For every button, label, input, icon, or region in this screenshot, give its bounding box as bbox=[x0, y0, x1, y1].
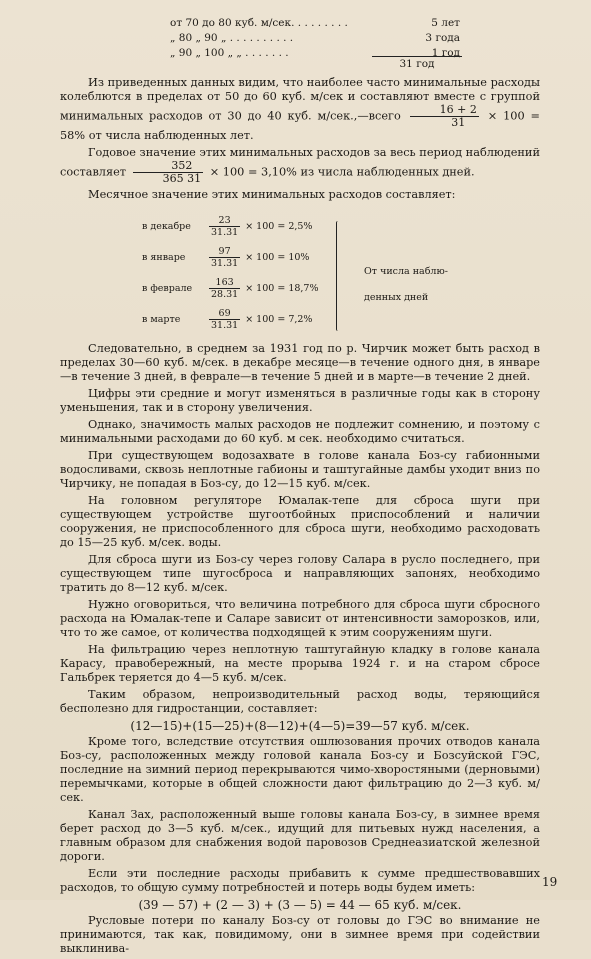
paragraph bbox=[60, 76, 540, 143]
fraction-denominator: 31 bbox=[451, 116, 466, 129]
brace-divider bbox=[336, 221, 347, 331]
paragraph-text: Из приведенных данных видим, что наиболее часто минимальные расходы колеблются в пределах от 50 до 60 куб. м/сек и составляют вместе с группой минимальных расходов от 30 до 40 куб. м/сек.,—всего bbox=[60, 76, 540, 123]
paragraph bbox=[60, 146, 540, 185]
brace-note-line: От числа наблю- bbox=[364, 266, 448, 277]
paragraph-text: Годовое значение этих минимальных расходов за весь период наблюдений составляет bbox=[60, 146, 540, 179]
fraction-denominator: 31.31 bbox=[211, 258, 239, 269]
table-row-label: „ 90 „ 100 „ „ . . . . . . . bbox=[170, 47, 289, 59]
fraction-numerator: 97 bbox=[209, 246, 240, 258]
monthly-result: × 100 = 18,7% bbox=[245, 283, 319, 294]
paragraph: Следовательно, в среднем за 1931 год по р. Чирчик может быть расход в пределах 30—60 куб. м/сек. в декабре месяце—в течение одного дня, в январе—в течение 3 дней, в феврале—в течение 5 дней и в марте—в течение 2 дней. bbox=[60, 342, 540, 383]
table-total: 31 год bbox=[372, 56, 462, 70]
paragraph: Однако, значимость малых расходов не подлежит сомнению, и поэтому с минимальными расходами до 60 куб. м сек. необходимо считаться. bbox=[60, 418, 540, 445]
paragraph: На головном регуляторе Юмалак-тепе для сброса шуги при существующем устройстве шугоотбойных приспособлений и наличии сооружения, не приспособленного для сброса шуги, необходимо расходовать до 15—25 куб. м/сек. воды. bbox=[60, 494, 540, 549]
fraction bbox=[209, 308, 240, 331]
paragraph: Канал Зах, расположенный выше головы канала Боз-су, в зимнее время берет расход до 3—5 куб. м/сек., идущий для питьевых нужд населения, а главным образом для снабжения водой паровозов Среднеазиатской железной дороги. bbox=[60, 808, 540, 863]
table-row-value: 5 лет bbox=[431, 17, 460, 29]
fraction-numerator: 69 bbox=[209, 308, 240, 320]
month-label: в декабре bbox=[142, 221, 191, 232]
formula: (12—15)+(15—25)+(8—12)+(4—5)=39—57 куб. м/сек. bbox=[130, 719, 470, 733]
monthly-row bbox=[142, 215, 342, 238]
discharge-frequency-table bbox=[170, 16, 460, 61]
paragraph: Кроме того, вследствие отсутствия ошлюзования прочих отводов канала Боз-су, расположенных между головой канала Боз-су и Бозсуйской ГЭС, последние на зимний период перекрываются чимо-хворостяными (дерновыми) перемычками, которые в общей сложности дают фильтрацию до 2—3 куб. м/сек. bbox=[60, 735, 540, 804]
month-label: в феврале bbox=[142, 283, 193, 294]
paragraph: Цифры эти средние и могут изменяться в различные годы как в сторону уменьшения, так и в сторону увеличения. bbox=[60, 387, 540, 414]
formula: (39 — 57) + (2 — 3) + (3 — 5) = 44 — 65 куб. м/сек. bbox=[138, 898, 462, 912]
monthly-row bbox=[142, 308, 342, 331]
paragraph: На фильтрацию через неплотную таштугайную кладку в голове канала Карасу, правобережный, на месте прорыва 1924 г. и на старом сбросе Гальбрек теряется до 4—5 куб. м/сек. bbox=[60, 643, 540, 684]
monthly-row bbox=[142, 277, 342, 300]
paragraph: При существующем водозахвате в голове канала Боз-су габионными водосливами, сквозь неплотные габионы и таштугайные дамбы уходит вниз по Чирчику, не попадая в Боз-су, до 12—15 куб. м/сек. bbox=[60, 449, 540, 490]
fraction-numerator: 16 + 2 bbox=[410, 104, 479, 117]
paragraph-tail: × 100 = 58% от числа наблюденных лет. bbox=[60, 109, 541, 142]
monthly-result: × 100 = 10% bbox=[245, 252, 310, 263]
fraction-denominator: 31.31 bbox=[211, 320, 239, 331]
table-row-value: 3 года bbox=[425, 32, 460, 44]
table-row bbox=[170, 31, 460, 46]
paragraph: Нужно оговориться, что величина потребного для сброса шуги сбросного расхода на Юмалак-тепе и Саларе зависит от интенсивности заморозков, или, что то же самое, от количества подходящей к этим сооружениям шуги. bbox=[60, 598, 540, 639]
table-row-value: 1 год bbox=[431, 47, 460, 59]
brace-note-line: денных дней bbox=[364, 292, 429, 303]
table-row-label: „ 80 „ 90 „ . . . . . . . . . . bbox=[170, 32, 294, 44]
paragraph: Месячное значение этих минимальных расходов составляет: bbox=[88, 188, 456, 201]
monthly-values-block bbox=[142, 215, 462, 333]
month-label: в марте bbox=[142, 314, 181, 325]
text-block-lower bbox=[60, 342, 540, 959]
paragraph: Если эти последние расходы прибавить к сумме предшествовавших расходов, то общую сумму потребностей и потерь воды будем иметь: bbox=[60, 867, 540, 894]
fraction-denominator: 31.31 bbox=[211, 227, 239, 238]
fraction-denominator: 365 31 bbox=[162, 172, 202, 185]
brace-note bbox=[364, 259, 456, 311]
fraction bbox=[209, 215, 240, 238]
fraction bbox=[209, 246, 240, 269]
monthly-result: × 100 = 2,5% bbox=[245, 221, 313, 232]
fraction-numerator: 163 bbox=[209, 277, 240, 289]
fraction-numerator: 352 bbox=[133, 160, 204, 173]
monthly-result: × 100 = 7,2% bbox=[245, 314, 313, 325]
fraction bbox=[133, 160, 204, 185]
table-row bbox=[170, 16, 460, 31]
text-block-upper bbox=[60, 76, 540, 205]
table-row-label: от 70 до 80 куб. м/сек. . . . . . . . . bbox=[170, 17, 348, 29]
paragraph: Для сброса шуги из Боз-су через голову Салара в русло последнего, при существующем типе шугосброса и направляющих запонях, необходимо тратить до 8—12 куб. м/сек. bbox=[60, 553, 540, 594]
fraction bbox=[209, 277, 240, 300]
fraction-denominator: 28.31 bbox=[211, 289, 239, 300]
fraction bbox=[410, 104, 479, 129]
month-label: в январе bbox=[142, 252, 186, 263]
paragraph: Русловые потери по каналу Боз-су от головы до ГЭС во внимание не принимаются, так как, повидимому, они в зимнее время при содействии выклинива- bbox=[60, 914, 540, 955]
fraction-numerator: 23 bbox=[209, 215, 240, 227]
page-number: 19 bbox=[542, 875, 558, 889]
paragraph: Таким образом, непроизводительный расход воды, теряющийся бесполезно для гидростанции, составляет: bbox=[60, 688, 540, 715]
monthly-row bbox=[142, 246, 342, 269]
paragraph-tail: × 100 = 3,10% из числа наблюденных дней. bbox=[209, 165, 475, 179]
